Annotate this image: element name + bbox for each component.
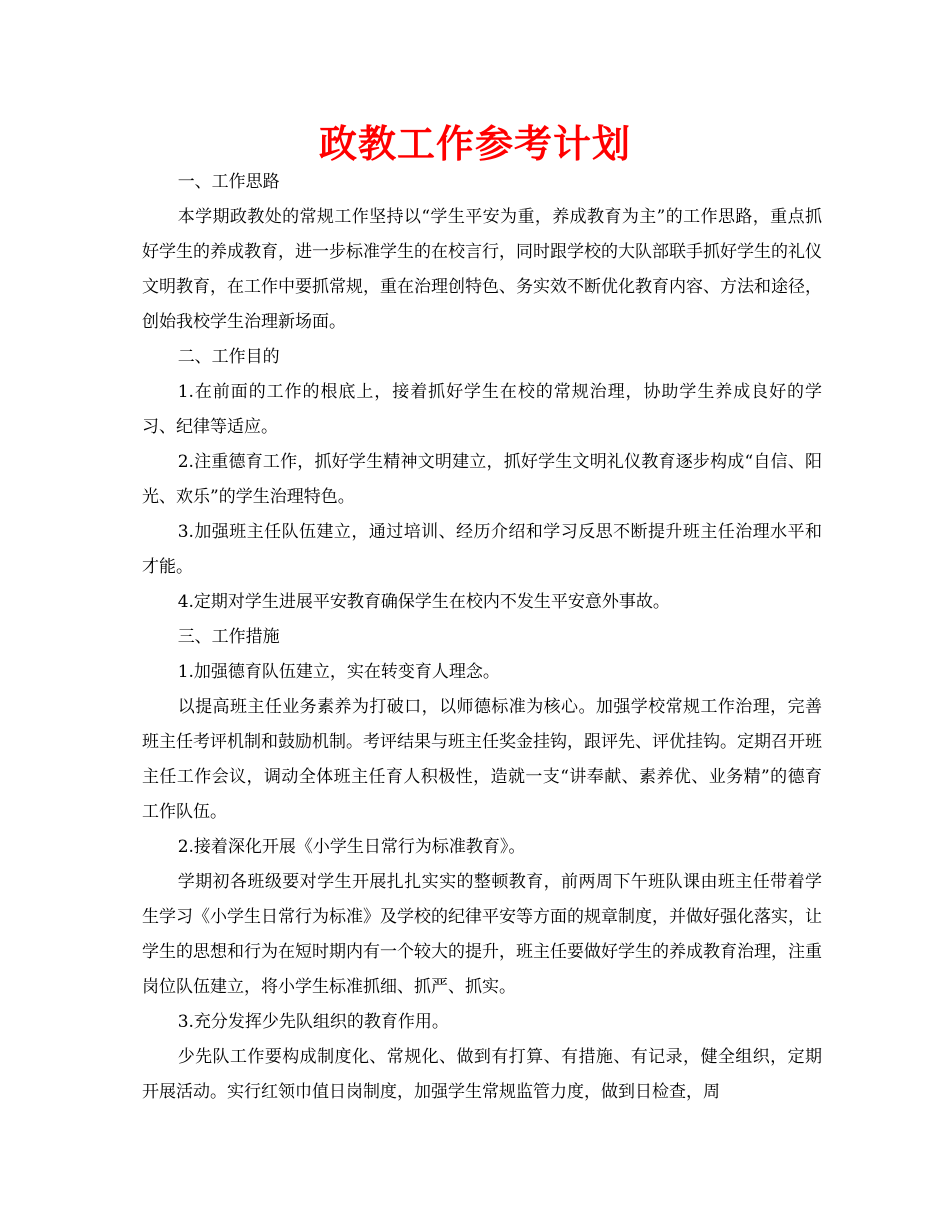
paragraph-work-ideas: 本学期政教处的常规工作坚持以“学生平安为重，养成教育为主”的工作思路，重点抓好学生的养成教育，进一步标准学生的在校言行，同时跟学校的大队部联手抓好学生的礼仪文明教育，在工作中要抓常规，重在治理创特色、务实效不断优化教育内容、方法和途径，创始我校学生治理新场面。 — [142, 207, 822, 332]
measure-heading-1: 1.加强德育队伍建立，实在转变育人理念。 — [177, 662, 500, 682]
goal-item-3: 3.加强班主任队伍建立，通过培训、经历介绍和学习反思不断提升班主任治理水平和才能。 — [142, 522, 822, 577]
heading-work-ideas: 一、工作思路 — [177, 172, 280, 192]
goal-item-2: 2.注重德育工作，抓好学生精神文明建立，抓好学生文明礼仪教育逐步构成“自信、阳光、欢乐”的学生治理特色。 — [142, 452, 822, 507]
document-title: 政教工作参考计划 — [318, 121, 631, 166]
measure-heading-3: 3.充分发挥少先队组织的教育作用。 — [177, 1012, 449, 1032]
goal-item-1: 1.在前面的工作的根底上，接着抓好学生在校的常规治理，协助学生养成良好的学习、纪律等适应。 — [142, 382, 822, 437]
heading-work-measures: 三、工作措施 — [177, 627, 280, 647]
heading-work-goals: 二、工作目的 — [177, 347, 280, 367]
goal-item-4: 4.定期对学生进展平安教育确保学生在校内不发生平安意外事故。 — [177, 592, 670, 612]
document-body — [142, 165, 822, 1110]
measure-paragraph-2: 学期初各班级要对学生开展扎扎实实的整顿教育，前两周下午班队课由班主任带着学生学习《小学生日常行为标准》及学校的纪律平安等方面的规章制度，并做好强化落实，让学生的思想和行为在短时期内有一个较大的提升，班主任要做好学生的养成教育治理，注重岗位队伍建立，将小学生标准抓细、抓严、抓实。 — [142, 872, 822, 997]
measure-paragraph-1: 以提高班主任业务素养为打破口，以师德标准为核心。加强学校常规工作治理，完善班主任考评机制和鼓励机制。考评结果与班主任奖金挂钩，跟评先、评优挂钩。定期召开班主任工作会议，调动全体班主任育人积极性，造就一支“讲奉献、素养优、业务精”的德育工作队伍。 — [142, 697, 822, 822]
measure-paragraph-3: 少先队工作要构成制度化、常规化、做到有打算、有措施、有记录，健全组织，定期开展活动。实行红领巾值日岗制度，加强学生常规监管力度，做到日检查，周 — [142, 1047, 822, 1102]
measure-heading-2: 2.接着深化开展《小学生日常行为标准教育》。 — [177, 837, 526, 857]
